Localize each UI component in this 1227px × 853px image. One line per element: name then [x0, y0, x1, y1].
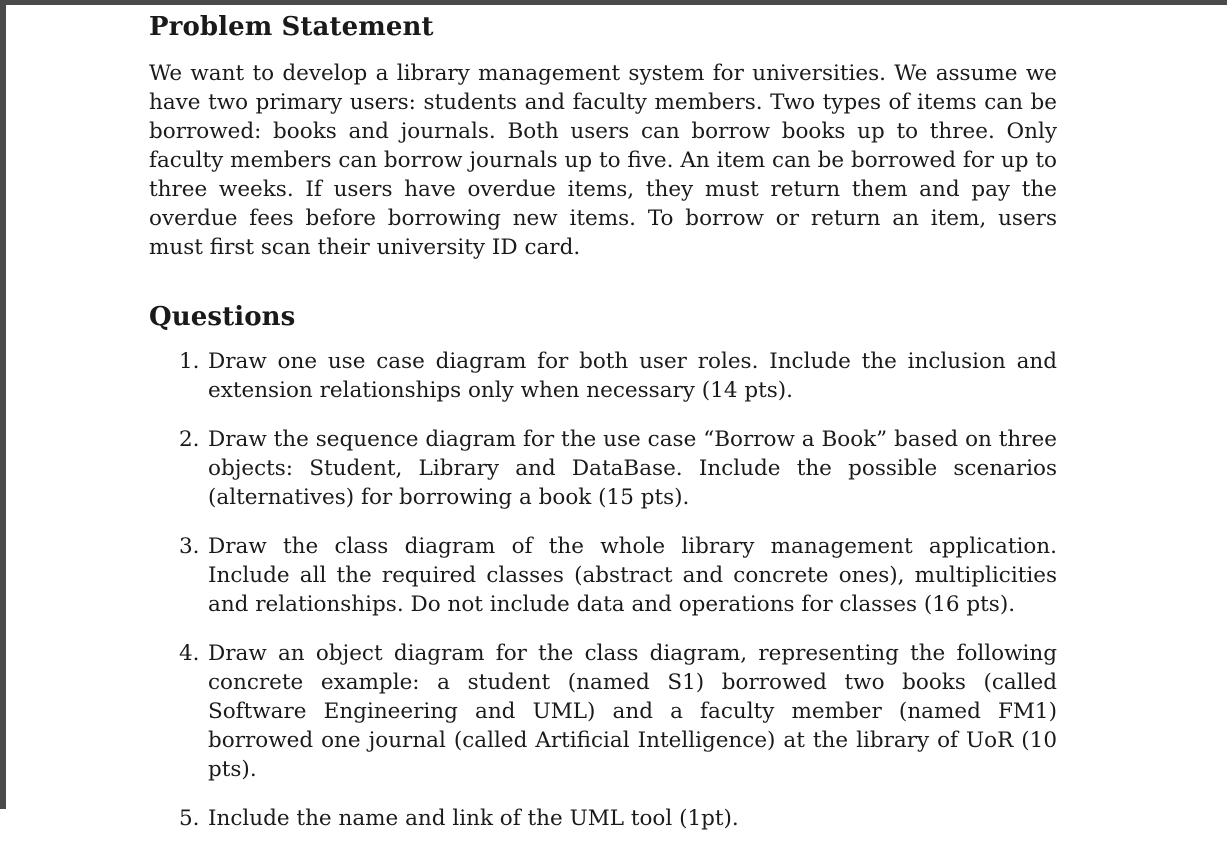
question-number: 5.	[179, 806, 200, 831]
viewer-top-border	[0, 0, 1227, 5]
questions-list	[149, 347, 1057, 833]
question-item	[149, 639, 1057, 784]
question-text: Include the name and link of the UML tool (1pt).	[208, 806, 739, 831]
question-text: Draw the class diagram of the whole library management application. Include all the required classes (abstract and concrete ones), multiplicities and relationships. Do not include data and operations for classes (16 pts).	[208, 534, 1057, 617]
question-number: 2.	[179, 427, 200, 452]
problem-statement-heading: Problem Statement	[149, 12, 434, 42]
question-item	[149, 347, 1057, 405]
viewer-left-border	[0, 0, 6, 809]
question-text: Draw the sequence diagram for the use case “Borrow a Book” based on three objects: Student, Library and DataBase. Include the possible scenarios (alternatives) for borrowing a book (15 pts).	[208, 427, 1057, 510]
problem-statement-paragraph: We want to develop a library management system for universities. We assume we have two primary users: students and faculty members. Two types of items can be borrowed: books and journals. Both users can borrow books up to three. Only faculty members can borrow journals up to five. An item can be borrowed for up to three weeks. If users have overdue items, they must return them and pay the overdue fees before borrowing new items. To borrow or return an item, users must first scan their university ID card.	[149, 61, 1057, 260]
question-item	[149, 804, 1057, 833]
question-text: Draw an object diagram for the class diagram, representing the following concrete example: a student (named S1) borrowed two books (called Software Engineering and UML) and a faculty member (named FM1) borrowed one journal (called Artificial Intelligence) at the library of UoR (10 pts).	[208, 641, 1057, 782]
question-number: 4.	[179, 641, 200, 666]
questions-heading: Questions	[149, 302, 296, 332]
question-number: 3.	[179, 534, 200, 559]
question-item	[149, 425, 1057, 512]
question-text: Draw one use case diagram for both user roles. Include the inclusion and extension relationships only when necessary (14 pts).	[208, 349, 1057, 403]
document-page	[149, 8, 1057, 853]
question-number: 1.	[179, 349, 200, 374]
question-item	[149, 532, 1057, 619]
